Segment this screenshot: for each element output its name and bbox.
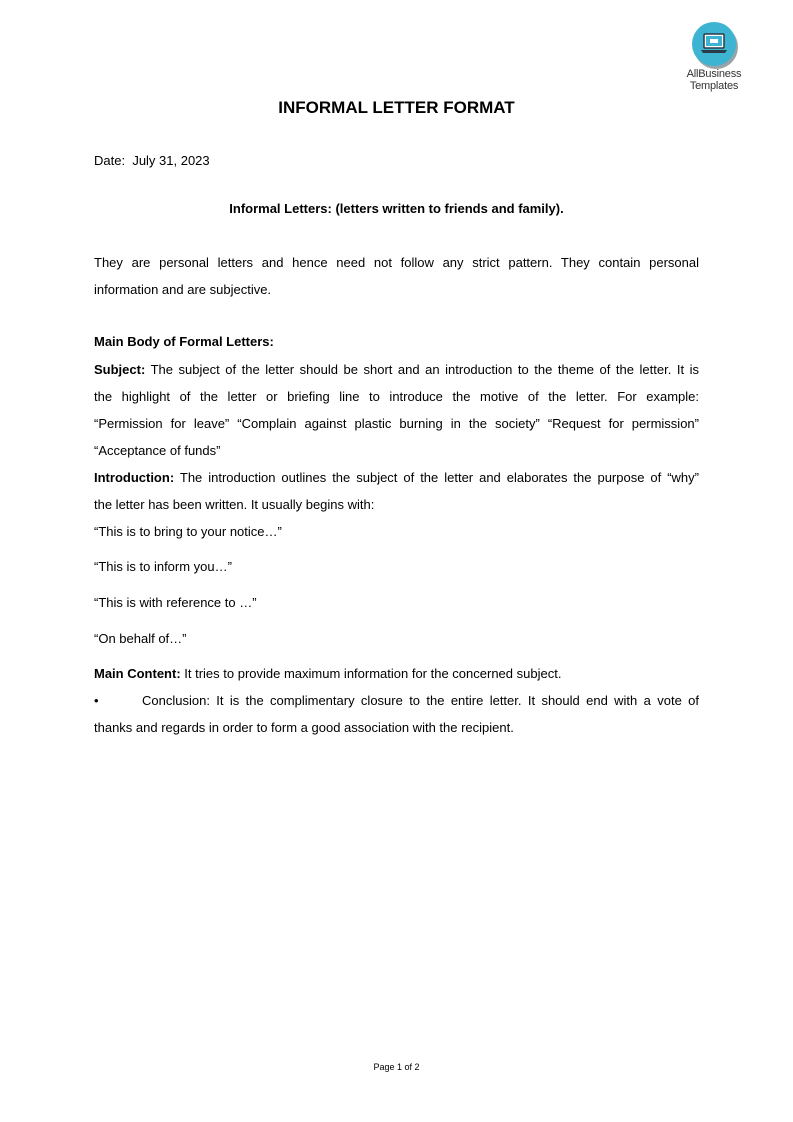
introduction-line-1: [94, 464, 699, 491]
main-content-text: It tries to provide maximum information for the concerned subject.: [180, 666, 562, 681]
subject-line-2: the highlight of the letter or briefing line to introduce the motive of the letter. For example:: [94, 389, 699, 404]
conclusion-line-1: [94, 687, 699, 714]
phrase-item: “This is to bring to your notice…”: [94, 524, 282, 539]
main-body-heading-text: Main Body of Formal Letters:: [94, 334, 274, 349]
document-title: INFORMAL LETTER FORMAT: [278, 98, 515, 117]
date-line: [94, 147, 699, 174]
introduction-line-2: the letter has been written. It usually begins with:: [94, 497, 375, 512]
subheading-text: Informal Letters: (letters written to friends and family).: [229, 201, 564, 216]
intro-line-2: information and are subjective.: [94, 282, 272, 297]
main-content-label: Main Content:: [94, 666, 181, 681]
subject-line-1: [94, 356, 699, 383]
subject-line-4: “Acceptance of funds”: [94, 443, 221, 458]
bullet-icon: •: [94, 693, 99, 708]
logo-line-2: Templates: [689, 80, 739, 92]
introduction-text-1: The introduction outlines the subject of the letter and elaborates the purpose of “why”: [174, 470, 699, 485]
subject-line-3: “Permission for leave” “Complain against plastic burning in the society” “Request for permission”: [94, 416, 699, 431]
conclusion-text-1: Conclusion: It is the complimentary closure to the entire letter. It should end with a vote of: [142, 693, 699, 708]
page-number: Page 1 of 2: [373, 1062, 420, 1072]
main-body-heading: [94, 328, 699, 355]
main-content-line: [94, 660, 699, 687]
logo-line-1: AllBusiness: [686, 68, 742, 80]
date-value: July 31, 2023: [132, 153, 210, 168]
phrase-item: “On behalf of…”: [94, 631, 187, 646]
subject-text-1: The subject of the letter should be short and an introduction to the theme of the letter. It is: [145, 362, 699, 377]
conclusion-line-2: thanks and regards in order to form a good association with the recipient.: [94, 720, 514, 735]
introduction-label: Introduction:: [94, 470, 175, 485]
phrase-item: “This is to inform you…”: [94, 559, 232, 574]
laptop-icon: [692, 22, 736, 66]
phrase-item: “This is with reference to …”: [94, 595, 257, 610]
intro-line-1: They are personal letters and hence need not follow any strict pattern. They contain personal: [94, 255, 699, 270]
subheading: [94, 195, 699, 222]
subject-label: Subject:: [94, 362, 146, 377]
company-logo: [678, 22, 750, 92]
date-label: Date:: [94, 153, 126, 168]
